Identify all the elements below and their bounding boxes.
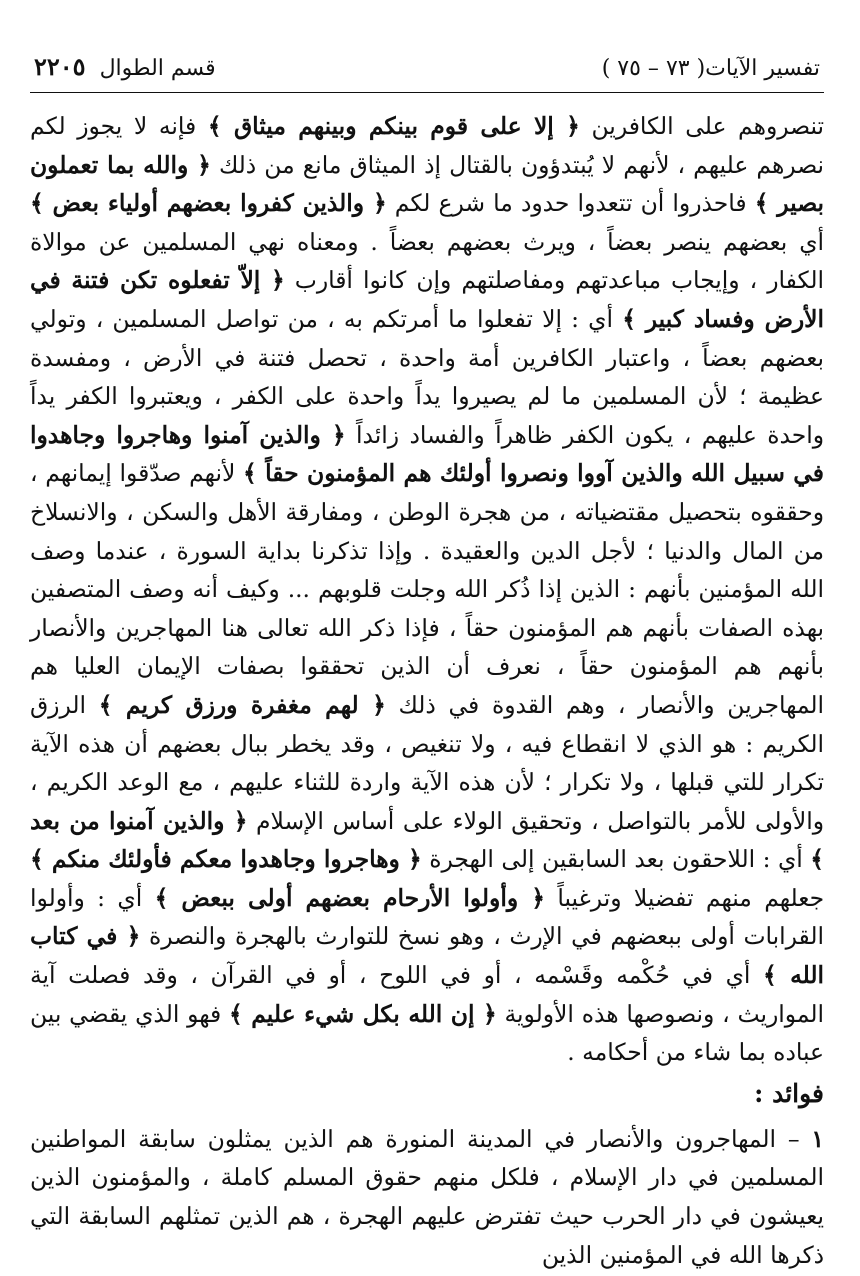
quran-verse: ﴿ والذين آمنوا وهاجروا وجاهدوا في سبيل الله والذين آووا ونصروا أولئك هم المؤمنون حقاً ﴾ <box>30 420 824 488</box>
commentary-paragraph <box>30 107 824 1072</box>
text-run: فاحذروا أن تتعدوا حدود ما شرع لكم <box>394 189 747 218</box>
quran-verse: ﴿ وهاجروا وجاهدوا معكم فأولئك منكم ﴾ <box>30 845 422 874</box>
benefits-heading: فوائد : <box>754 1078 824 1108</box>
text-run: أي : وأولوا القرابات أولى ببعضهم في الإرث ، وهو نسخ للتوارث بالهجرة والنصرة <box>30 883 825 951</box>
quran-verse: ﴿ إلا على قوم بينكم وبينهم ميثاق ﴾ <box>207 112 580 140</box>
quran-verse: ﴿ في كتاب الله ﴾ <box>30 922 824 990</box>
quran-verse: ﴿ إلاّ تفعلوه تكن فتنة في الأرض وفساد كبير ﴾ <box>30 266 825 333</box>
quran-verse: ﴿ لهم مغفرة ورزق كريم ﴾ <box>98 690 386 719</box>
benefit-text: – المهاجرون والأنصار في المدينة المنورة هم الذين يمثلون سابقة المواطنين المسلمين في دار الإسلام ، فلكل منهم حقوق المسلم كاملة ، والمؤمنون الذين يعيشون في دار الحرب حيث تفترض عليهم الهجرة ، هم الذين تمثلهم السابقة التي ذكرها الله في المؤمنين الذين <box>30 1124 824 1269</box>
header-left-group <box>34 52 216 81</box>
section-title: قسم الطوال <box>99 56 216 81</box>
text-run: أي في حُكْمه وقَسْمه ، أو في اللوح ، أو في القرآن ، وقد فصلت آية المواريث ، ونصوصها هذه الأولوية <box>30 961 824 1028</box>
running-header <box>30 52 824 86</box>
page-number: ٢٢٠٥ <box>34 52 86 81</box>
text-run: الرزق الكريم : هو الذي لا انقطاع فيه ، ولا تنغيص ، وقد يخطر ببال بعضهم أن هذه الآية تكرار للتي قبلها ، ولا تكرار ؛ لأن هذه الآية واردة للثناء عليهم ، مع الوعد الكريم ، والأولى للأمر بالتواصل ، وتحقيق الولاء على أساس الإسلام <box>30 690 824 835</box>
text-run: فإنه لا يجوز لكم نصرهم عليهم ، لأنهم لا يُبتدؤون بالقتال إذ الميثاق مانع من ذلك <box>30 112 824 179</box>
text-run: فهو الذي يقضي بين عباده بما شاء من أحكامه . <box>30 999 824 1067</box>
quran-verse: ﴿ إن الله بكل شيء عليم ﴾ <box>229 999 497 1028</box>
text-run: جعلهم منهم تفضيلا وترغيباً <box>557 883 825 912</box>
benefit-number: ١ <box>811 1124 824 1153</box>
text-run: لأنهم صدّقوا إيمانهم ، وحققوه بتحصيل مقتضياته ، من هجرة الوطن ، ومفارقة الأهل والسكن ، والانسلاخ من المال والدنيا ؛ لأجل الدين والعقيدة . وإذا تذكرنا بداية السورة ، عندما وصف الله المؤمنين بأنهم : الذين إذا ذُكر الله وجلت قلوبهم ... وكيف أنه وصف المتصفين بهذه الصفات بأنهم هم المؤمنون حقاً ، فإذا ذكر الله تعالى هنا المهاجرين والأنصار بأنهم هم المؤمنون حقاً ، نعرف أن الذين تحققوا بصفات الإيمان العليا هم المهاجرين والأنصار ، وهم القدوة في ذلك <box>30 459 825 719</box>
text-run: أي : إلا تفعلوا ما أمرتكم به ، من تواصل المسلمين ، وتولي بعضهم بعضاً ، واعتبار الكافرين أمة واحدة ، تحصل فتنة في الأرض ، ومفسدة عظيمة ؛ لأن المسلمين ما لم يصيروا يداً واحدة على الكفر ، ويعتبروا الكفر يداً واحدة عليهم ، يكون الكفر ظاهراً والفساد زائداً <box>30 304 825 449</box>
surah-verses-title: تفسير الآيات( ٧٣ – ٧٥ ) <box>601 56 820 81</box>
quran-verse: ﴿ والذين كفروا بعضهم أولياء بعض ﴾ <box>30 189 387 218</box>
quran-verse: ﴿ والذين آمنوا من بعد ﴾ <box>30 806 825 874</box>
main-text <box>30 107 824 1274</box>
quran-verse: ﴿ والله بما تعملون بصير ﴾ <box>30 150 824 218</box>
quran-verse: ﴿ وأولوا الأرحام بعضهم أولى ببعض ﴾ <box>154 883 545 912</box>
benefit-item <box>30 1120 824 1274</box>
text-run: تنصروهم على الكافرين <box>591 112 825 140</box>
text-run: أي : اللاحقون بعد السابقين إلى الهجرة <box>429 845 803 874</box>
text-run: أي بعضهم ينصر بعضاً ، ويرث بعضهم بعضاً . ومعناه نهي المسلمين عن موالاة الكفار ، وإيجاب مباعدتهم ومفاصلتهم وإن كانوا أقارب <box>30 227 825 295</box>
header-rule <box>30 92 824 93</box>
